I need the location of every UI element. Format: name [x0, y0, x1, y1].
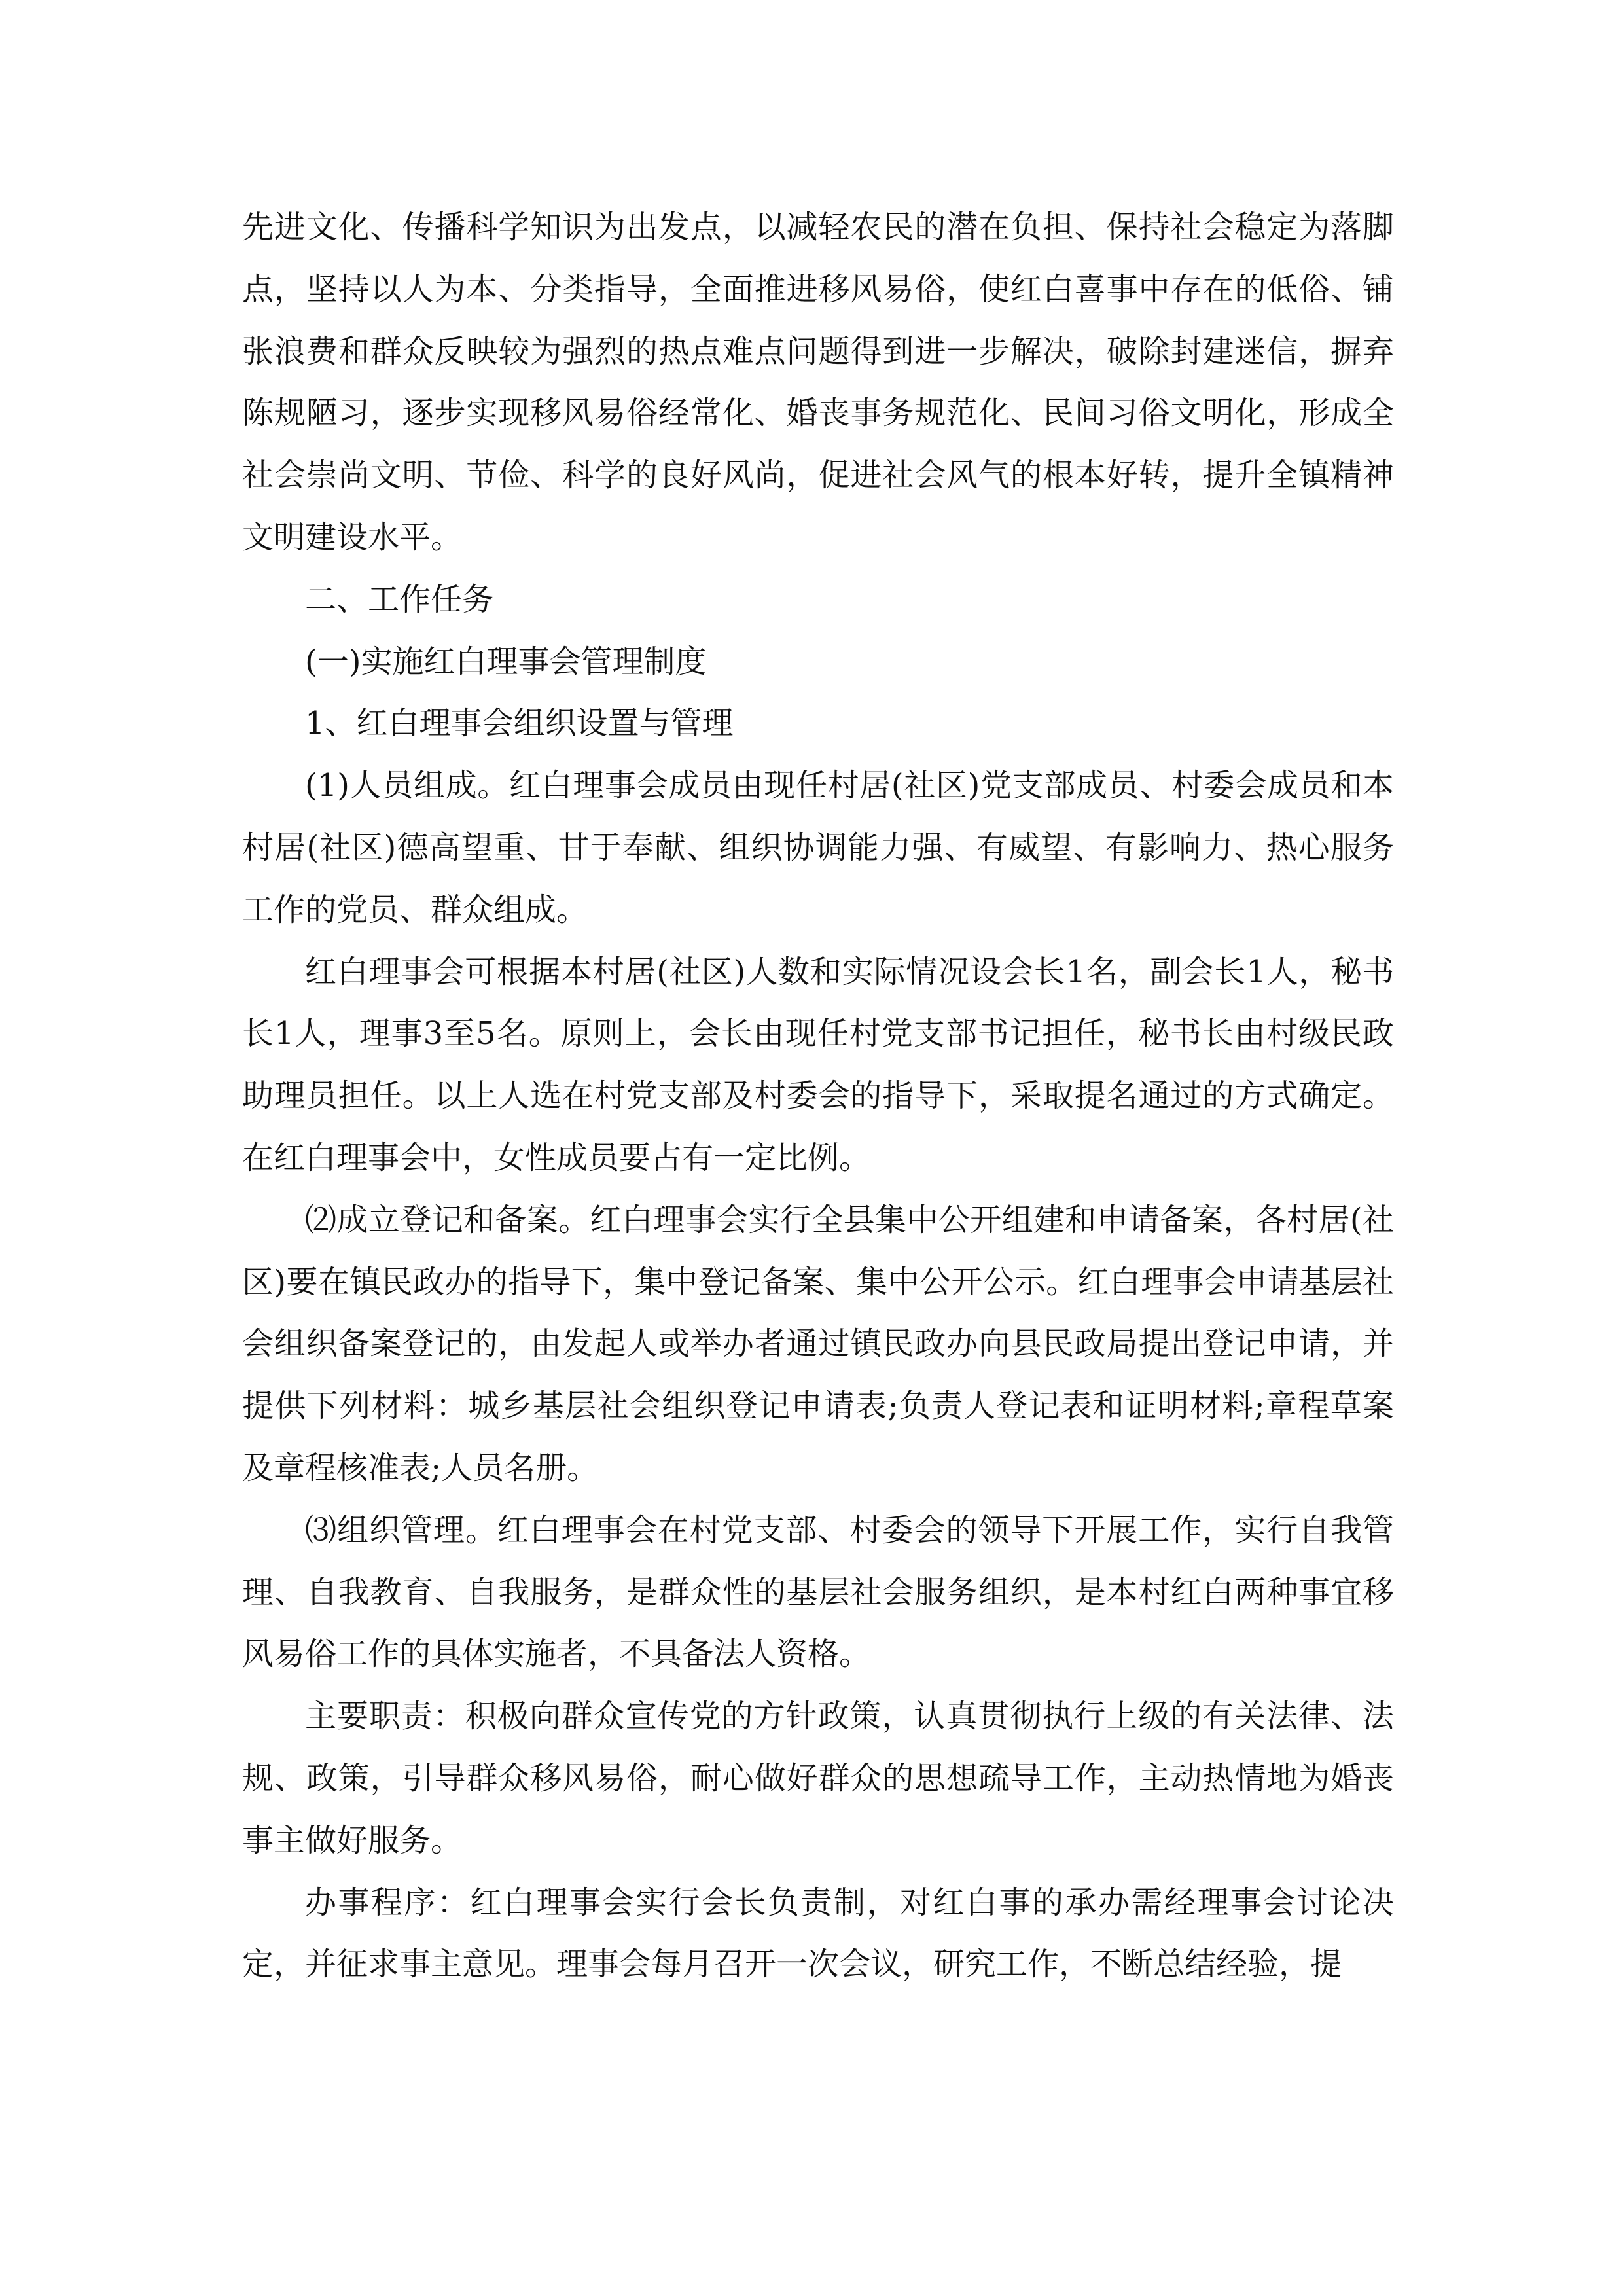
paragraph-guiding-principle-continued: 先进文化、传播科学知识为出发点，以减轻农民的潜在负担、保持社会稳定为落脚点，坚持以人为本、分类指导，全面推进移风易俗，使红白喜事中存在的低俗、铺张浪费和群众反映较为强烈的热点难点问题得到进一步解决，破除封建迷信，摒弃陈规陋习，逐步实现移风易俗经常化、婚丧事务规范化、民间习俗文明化，形成全社会崇尚文明、节俭、科学的良好风尚，促进社会风气的根本好转，提升全镇精神文明建设水平。 — [242, 209, 1394, 556]
item-heading-organization: 1、红白理事会组织设置与管理 — [305, 705, 734, 742]
document-body — [242, 196, 1394, 1996]
paragraph-main-duties: 主要职责：积极向群众宣传党的方针政策，认真贯彻执行上级的有关法律、法规、政策，引导群众移风易俗，耐心做好群众的思想疏导工作，主动热情地为婚丧事主做好服务。 — [242, 1698, 1394, 1859]
paragraph-procedures: 办事程序：红白理事会实行会长负责制，对红白事的承办需经理事会讨论决定，并征求事主意见。理事会每月召开一次会议，研究工作，不断总结经验，提 — [242, 1884, 1394, 1983]
section-heading-work-tasks: 二、工作任务 — [305, 581, 494, 618]
subsection-heading-council-system: (一)实施红白理事会管理制度 — [305, 643, 707, 680]
paragraph-organizational-management: ⑶组织管理。红白理事会在村党支部、村委会的领导下开展工作，实行自我管理、自我教育、自我服务，是群众性的基层社会服务组织，是本村红白两种事宜移风易俗工作的具体实施者，不具备法人资格。 — [242, 1511, 1394, 1673]
paragraph-council-positions: 红白理事会可根据本村居(社区)人数和实际情况设会长1名，副会长1人，秘书长1人，理事3至5名。原则上，会长由现任村党支部书记担任，秘书长由村级民政助理员担任。以上人选在村党支部及村委会的指导下，采取提名通过的方式确定。在红白理事会中，女性成员要占有一定比例。 — [242, 953, 1394, 1176]
paragraph-personnel-composition: (1)人员组成。红白理事会成员由现任村居(社区)党支部成员、村委会成员和本村居(社区)德高望重、甘于奉献、组织协调能力强、有威望、有影响力、热心服务工作的党员、群众组成。 — [242, 767, 1394, 928]
paragraph-registration-filing: ⑵成立登记和备案。红白理事会实行全县集中公开组建和申请备案，各村居(社区)要在镇民政办的指导下，集中登记备案、集中公开公示。红白理事会申请基层社会组织备案登记的，由发起人或举办者通过镇民政办向县民政局提出登记申请，并提供下列材料：城乡基层社会组织登记申请表;负责人登记表和证明材料;章程草案及章程核准表;人员名册。 — [242, 1201, 1394, 1486]
